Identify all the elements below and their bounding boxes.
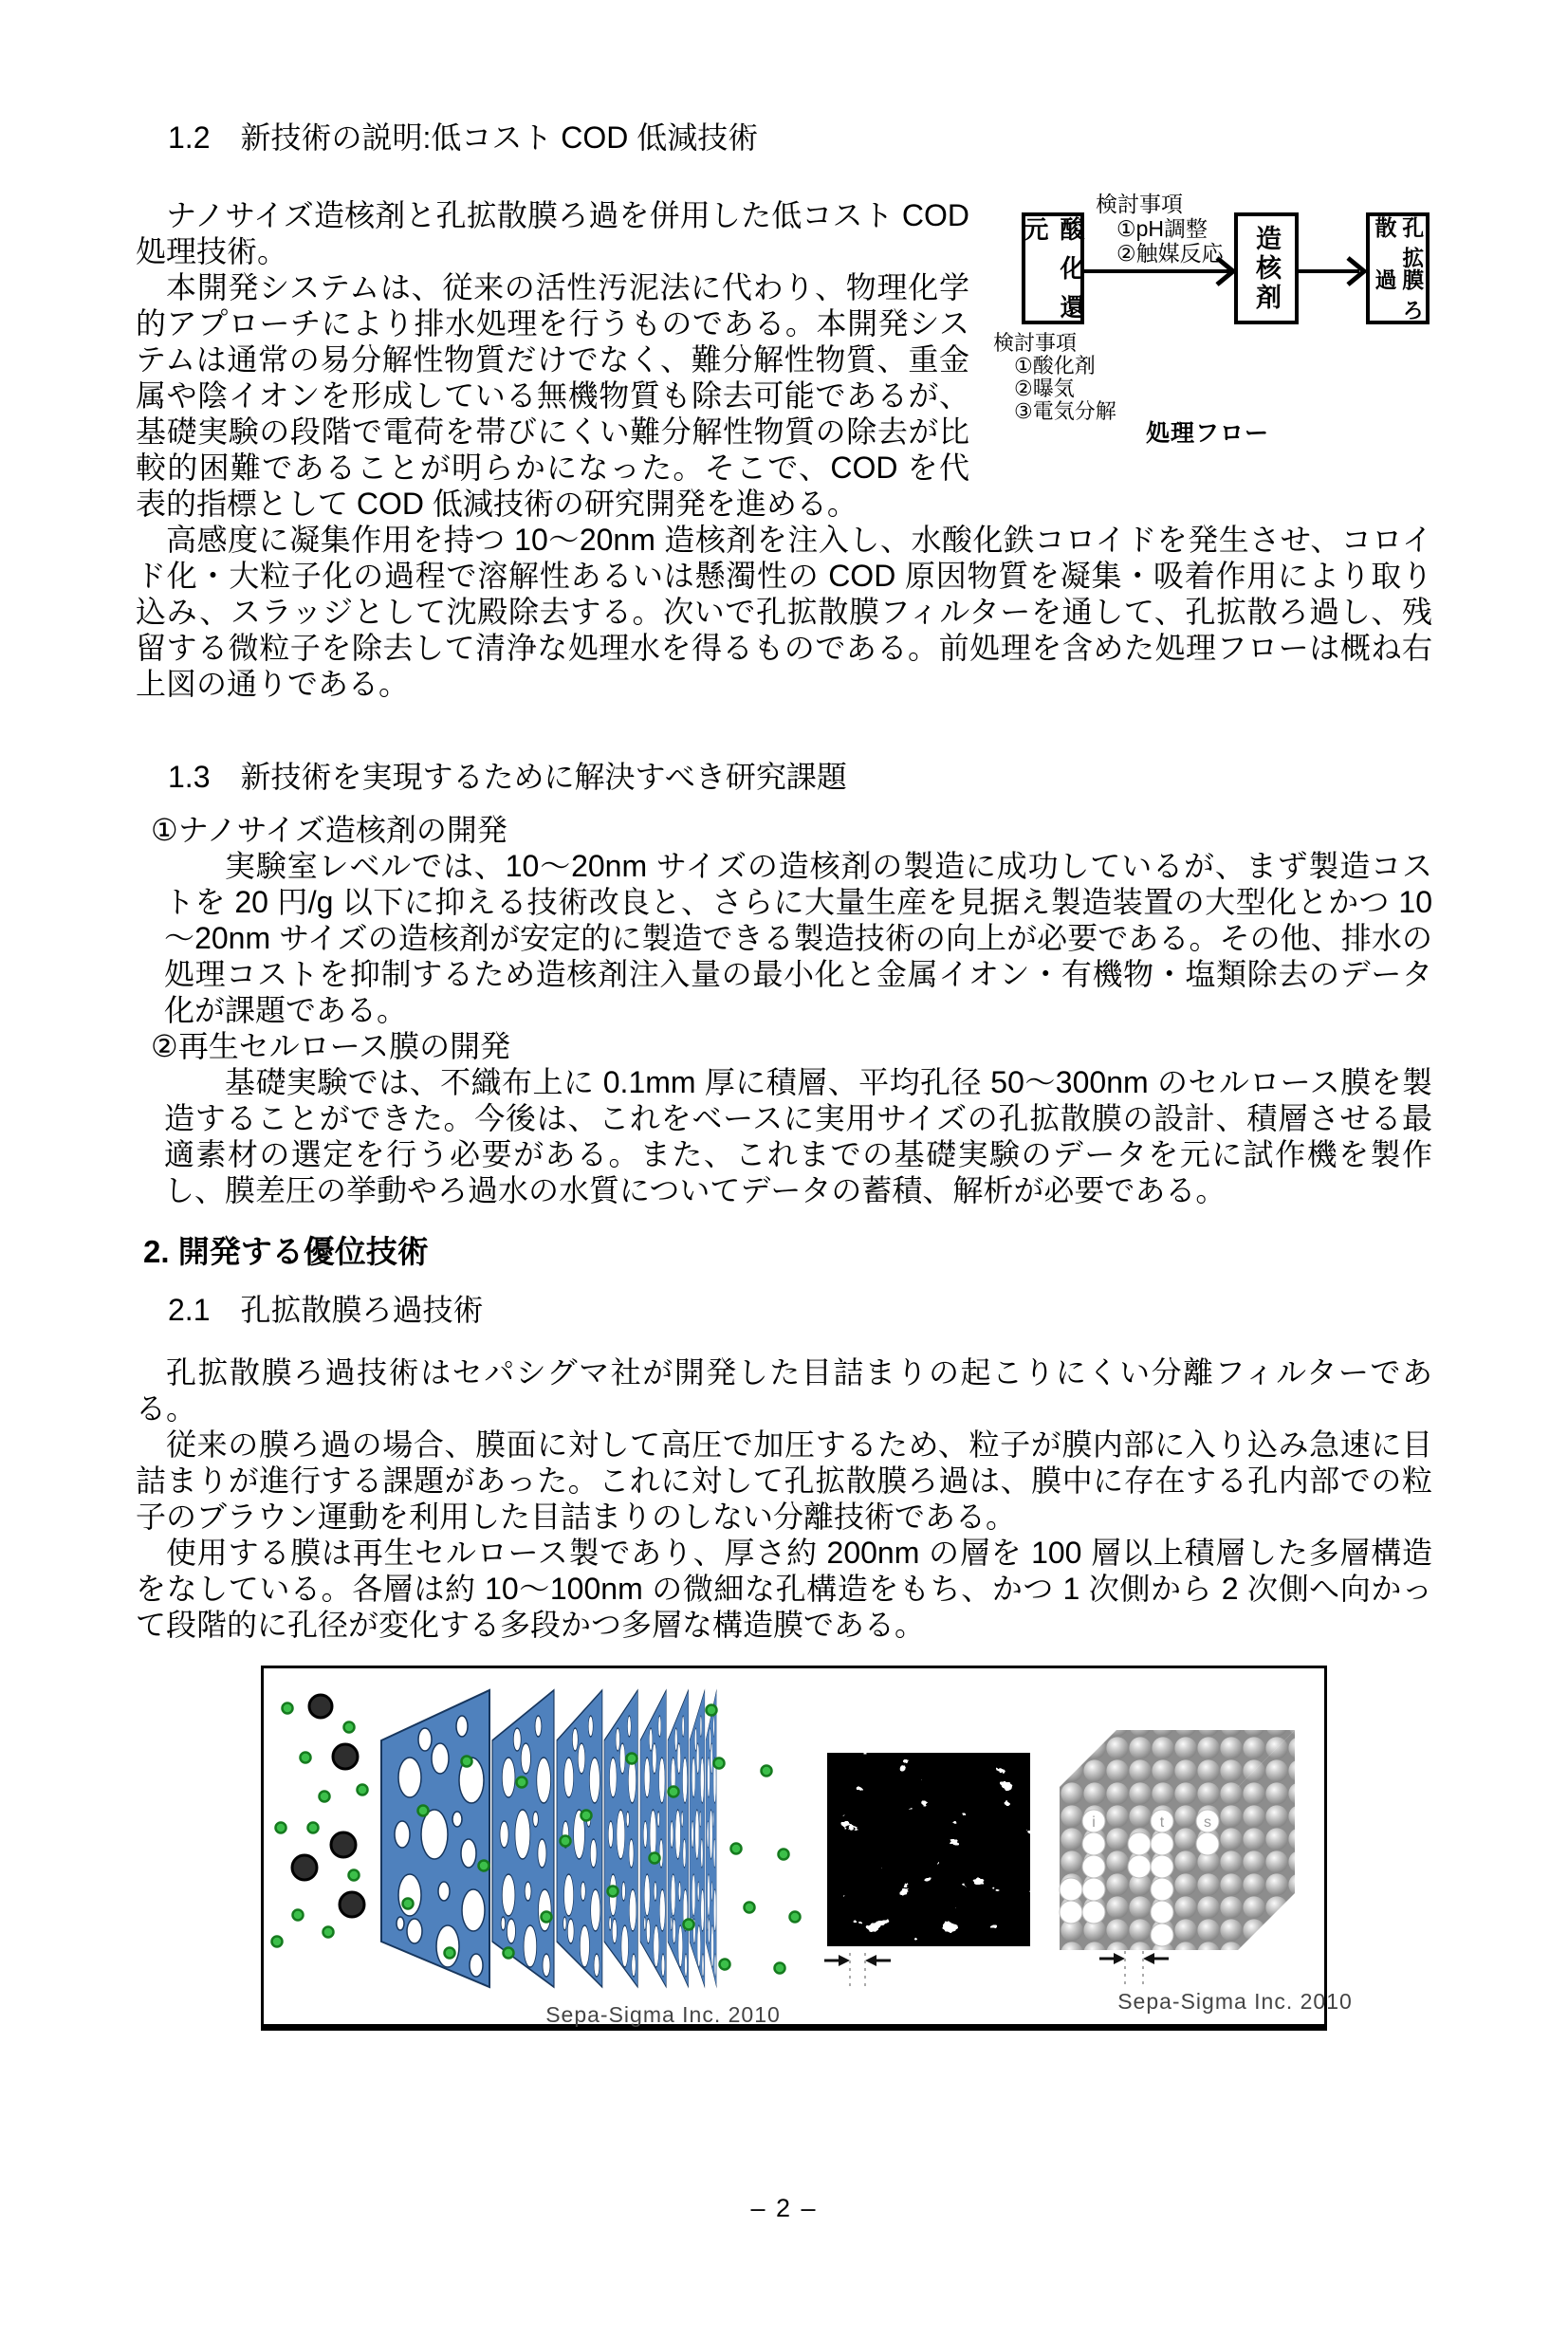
membrane-figure-graphics: [264, 1668, 1324, 2024]
flow-box1-note-title: 検討事項: [993, 331, 1078, 355]
section-1-3-body: [136, 812, 1432, 1208]
paragraph: 孔拡散膜ろ過技術はセパシグマ社が開発した目詰まりの起こりにくい分離フィルターである。: [136, 1355, 1432, 1426]
flow-diagram-caption: 処理フロー: [1146, 420, 1270, 447]
paragraph: 高感度に凝集作用を持つ 10～20nm 造核剤を注入し、水酸化鉄コロイドを発生させ、コロイド化・大粒子化の過程で溶解性あるいは懸濁性の COD 原因物質を凝集・吸着作用により取り込み、スラッジとして沈殿除去する。次いで孔拡散膜フィルターを通して、孔拡散ろ過し、残留する微粒子を除去して清浄な処理水を得るものである。前処理を含めた処理フローは概ね右上図の通りである。: [136, 523, 1432, 701]
flow-box1-note-item: ②曝気: [1014, 377, 1075, 400]
flow-box1-note-item: ①酸化剤: [1014, 354, 1096, 377]
figure-caption-right: Sepa-Sigma Inc. 2010: [1117, 1989, 1353, 2014]
sem-image: [827, 1753, 1030, 1946]
sphere-letter: t: [1159, 1814, 1165, 1831]
flow-arrow-note: [1096, 192, 1224, 266]
section-1-2-heading: 1.2 新技術の説明:低コスト COD 低減技術: [168, 120, 759, 155]
flow-box-oxidation-reduction: 酸化還元: [1022, 212, 1084, 324]
figure-caption-left: Sepa-Sigma Inc. 2010: [545, 2002, 781, 2027]
section-2-heading: 2. 開発する優位技術: [143, 1234, 429, 1269]
item-body: 基礎実験では、不織布上に 0.1mm 厚に積層、平均孔径 50～300nm のセルロース膜を製造することができた。今後は、これをベースに実用サイズの孔拡散膜の設計、積層させる最適素材の選定を行う必要がある。また、これまでの基礎実験のデータを元に試作機を製作し、膜差圧の挙動やろ過水の水質についてデータの蓄積、解析が必要である。: [164, 1065, 1432, 1207]
sphere-stack-image: [1060, 1730, 1295, 1950]
flow-arrow-note-item: ①pH調整: [1116, 216, 1208, 241]
flow-box-pore-diffusion-membrane: [1366, 212, 1430, 324]
flow-box1-note-item: ③電気分解: [1014, 399, 1116, 423]
sem-scale-marker: [824, 1953, 891, 1989]
paragraph: 使用する膜は再生セルロース製であり、厚さ約 200nm の層を 100 層以上積層した多層構造をなしている。各層は約 10～100nm の微細な孔構造をもち、かつ 1 次側から 2 次側へ向かって段階的に孔径が変化する多段かつ多層な構造膜である。: [136, 1536, 1432, 1642]
sphere-letter: i: [1092, 1814, 1096, 1831]
paragraph: 従来の膜ろ過の場合、膜面に対して高圧で加圧するため、粒子が膜内部に入り込み急速に目詰まりが進行する課題があった。これに対して孔拡散膜ろ過は、膜中に存在する孔内部での粒子のブラウン運動を利用した目詰まりのしない分離技術である。: [136, 1427, 1432, 1534]
process-flow-diagram: [987, 165, 1432, 461]
flow-arrow-note-title: 検討事項: [1096, 192, 1183, 216]
section-2-1-body: [136, 1354, 1432, 1643]
document-page: [0, 120, 1568, 2223]
flow-box1-note: [993, 332, 1116, 423]
section-1-2-body: [136, 192, 1432, 702]
section-1-3-heading: 1.3 新技術を実現するために解決すべき研究課題: [168, 760, 847, 794]
membrane-sheets: [381, 1690, 716, 1987]
item-title: ①ナノサイズ造核剤の開発: [151, 813, 507, 847]
sphere-scale-marker: [1099, 1951, 1169, 1987]
page-number: – 2 –: [750, 2194, 818, 2222]
flow-box3-column: 孔拡散: [1372, 216, 1425, 268]
sphere-letter: s: [1204, 1814, 1211, 1831]
paragraph: 本開発システムは、従来の活性汚泥法に代わり、物理化学的アプローチにより排水処理を行うものである。本開発システムは通常の易分解性物質だけでなく、難分解性物質、重金属や陰イオンを形成している無機物質も除去可能であるが、基礎実験の段階で電荷を帯びにくい難分解性物質の除去が比較的困難であることが明らかになった。そこで、COD を代表的指標として COD 低減技術の研究開発を進める。: [136, 270, 969, 521]
flow-box-nucleating-agent: 造核剤: [1234, 212, 1299, 324]
membrane-figure: [261, 1666, 1353, 2031]
flow-arrow-note-item: ②触媒反応: [1116, 241, 1224, 266]
paragraph: ナノサイズ造核剤と孔拡散膜ろ過を併用した低コスト COD 処理技術。: [136, 198, 969, 268]
section-2-1-heading: 2.1 孔拡散膜ろ過技術: [168, 1293, 484, 1327]
flow-box3-column: 膜ろ過: [1372, 268, 1425, 321]
item-title: ②再生セルロース膜の開発: [151, 1029, 511, 1063]
item-body: 実験室レベルでは、10～20nm サイズの造核剤の製造に成功しているが、まず製造コストを 20 円/g 以下に抑える技術改良と、さらに大量生産を見据え製造装置の大型化とかつ 10～20nm サイズの造核剤が安定的に製造できる製造技術の向上が必要である。その他、排水の処理コストを抑制するため造核剤注入量の最小化と金属イオン・有機物・塩類除去のデータ化が課題である。: [164, 849, 1432, 1027]
